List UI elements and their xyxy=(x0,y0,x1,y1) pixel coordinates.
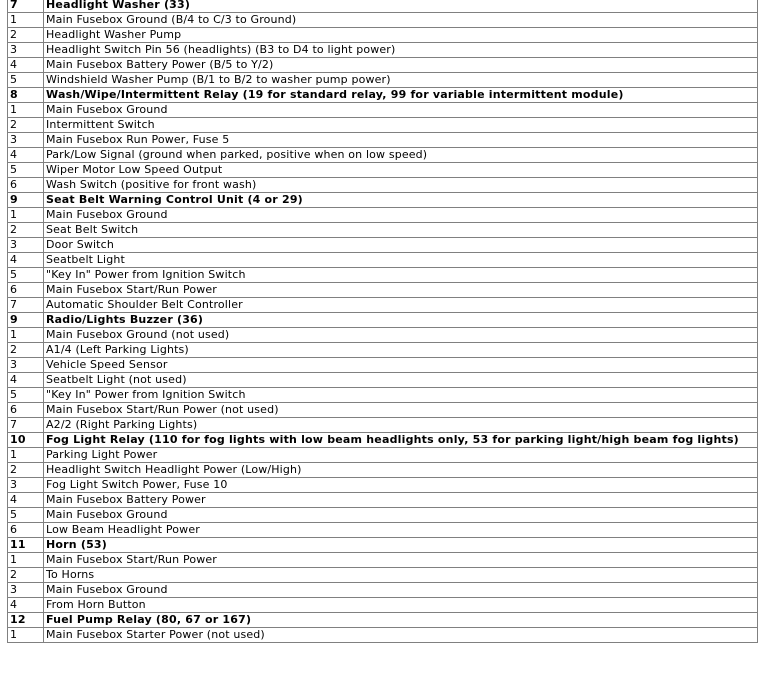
pin-description: A2/2 (Right Parking Lights) xyxy=(44,418,758,433)
pin-number: 3 xyxy=(7,43,44,58)
pin-description: Vehicle Speed Sensor xyxy=(44,358,758,373)
pin-row xyxy=(7,163,758,178)
pin-number: 3 xyxy=(7,478,44,493)
pin-row xyxy=(7,148,758,163)
pin-row xyxy=(7,553,758,568)
pin-row xyxy=(7,298,758,313)
section-header-row xyxy=(7,313,758,328)
pin-number: 1 xyxy=(7,103,44,118)
pin-number: 5 xyxy=(7,388,44,403)
relay-pinout-body xyxy=(7,0,758,643)
pin-number: 1 xyxy=(7,13,44,28)
pin-number: 4 xyxy=(7,493,44,508)
pin-row xyxy=(7,418,758,433)
pin-description: Main Fusebox Start/Run Power xyxy=(44,283,758,298)
section-number: 9 xyxy=(7,193,44,208)
pin-row xyxy=(7,373,758,388)
pin-number: 1 xyxy=(7,628,44,643)
pin-description: Wash Switch (positive for front wash) xyxy=(44,178,758,193)
pin-description: Main Fusebox Ground xyxy=(44,508,758,523)
pin-number: 6 xyxy=(7,403,44,418)
pin-row xyxy=(7,523,758,538)
section-title: Wash/Wipe/Intermittent Relay (19 for standard relay, 99 for variable intermittent module) xyxy=(44,88,758,103)
pin-description: Headlight Washer Pump xyxy=(44,28,758,43)
section-header-row xyxy=(7,613,758,628)
section-title: Horn (53) xyxy=(44,538,758,553)
pin-row xyxy=(7,448,758,463)
pin-number: 1 xyxy=(7,553,44,568)
pin-number: 2 xyxy=(7,343,44,358)
pin-row xyxy=(7,583,758,598)
pin-description: Seat Belt Switch xyxy=(44,223,758,238)
pin-number: 4 xyxy=(7,253,44,268)
pin-description: Main Fusebox Ground (B/4 to C/3 to Ground) xyxy=(44,13,758,28)
pin-row xyxy=(7,388,758,403)
pin-row xyxy=(7,358,758,373)
pin-description: Main Fusebox Ground (not used) xyxy=(44,328,758,343)
pin-description: Main Fusebox Run Power, Fuse 5 xyxy=(44,133,758,148)
pin-row xyxy=(7,328,758,343)
pin-number: 1 xyxy=(7,328,44,343)
pin-number: 2 xyxy=(7,223,44,238)
section-title: Seat Belt Warning Control Unit (4 or 29) xyxy=(44,193,758,208)
pin-description: Main Fusebox Ground xyxy=(44,103,758,118)
pin-row xyxy=(7,493,758,508)
relay-pinout-table xyxy=(7,0,758,643)
pin-number: 3 xyxy=(7,583,44,598)
section-header-row xyxy=(7,193,758,208)
pin-number: 2 xyxy=(7,463,44,478)
pin-row xyxy=(7,628,758,643)
pin-row xyxy=(7,268,758,283)
pin-description: Low Beam Headlight Power xyxy=(44,523,758,538)
pin-description: Main Fusebox Start/Run Power (not used) xyxy=(44,403,758,418)
pin-row xyxy=(7,178,758,193)
pin-description: To Horns xyxy=(44,568,758,583)
pin-number: 5 xyxy=(7,268,44,283)
pin-description: Main Fusebox Ground xyxy=(44,208,758,223)
section-number: 11 xyxy=(7,538,44,553)
pin-description: Seatbelt Light xyxy=(44,253,758,268)
pin-description: "Key In" Power from Ignition Switch xyxy=(44,388,758,403)
pin-row xyxy=(7,58,758,73)
pin-description: "Key In" Power from Ignition Switch xyxy=(44,268,758,283)
section-number: 12 xyxy=(7,613,44,628)
section-header-row xyxy=(7,538,758,553)
section-title: Headlight Washer (33) xyxy=(44,0,758,13)
pin-number: 3 xyxy=(7,358,44,373)
pin-description: Intermittent Switch xyxy=(44,118,758,133)
pin-row xyxy=(7,463,758,478)
pin-row xyxy=(7,478,758,493)
pin-number: 4 xyxy=(7,148,44,163)
section-title: Fog Light Relay (110 for fog lights with low beam headlights only, 53 for parking light/high beam fog lights) xyxy=(44,433,758,448)
section-header-row xyxy=(7,433,758,448)
pin-row xyxy=(7,43,758,58)
pin-number: 3 xyxy=(7,238,44,253)
pin-description: Main Fusebox Starter Power (not used) xyxy=(44,628,758,643)
section-header-row xyxy=(7,88,758,103)
section-number: 10 xyxy=(7,433,44,448)
pin-description: Main Fusebox Ground xyxy=(44,583,758,598)
pin-number: 3 xyxy=(7,133,44,148)
pin-number: 2 xyxy=(7,118,44,133)
pin-row xyxy=(7,403,758,418)
pin-number: 2 xyxy=(7,568,44,583)
pin-number: 4 xyxy=(7,58,44,73)
pin-description: Main Fusebox Battery Power (B/5 to Y/2) xyxy=(44,58,758,73)
pin-number: 7 xyxy=(7,418,44,433)
pin-row xyxy=(7,118,758,133)
section-number: 8 xyxy=(7,88,44,103)
pin-description: A1/4 (Left Parking Lights) xyxy=(44,343,758,358)
pin-number: 6 xyxy=(7,523,44,538)
section-title: Fuel Pump Relay (80, 67 or 167) xyxy=(44,613,758,628)
pin-number: 6 xyxy=(7,178,44,193)
pin-row xyxy=(7,238,758,253)
pin-row xyxy=(7,343,758,358)
pin-number: 1 xyxy=(7,448,44,463)
pin-number: 5 xyxy=(7,163,44,178)
pin-row xyxy=(7,133,758,148)
pin-description: Windshield Washer Pump (B/1 to B/2 to washer pump power) xyxy=(44,73,758,88)
section-number: 7 xyxy=(7,0,44,13)
pin-number: 4 xyxy=(7,373,44,388)
pin-description: Headlight Switch Headlight Power (Low/High) xyxy=(44,463,758,478)
pin-description: Fog Light Switch Power, Fuse 10 xyxy=(44,478,758,493)
pin-description: Door Switch xyxy=(44,238,758,253)
section-header-row xyxy=(7,0,758,13)
pin-row xyxy=(7,223,758,238)
pin-row xyxy=(7,208,758,223)
pin-number: 5 xyxy=(7,73,44,88)
pin-description: Main Fusebox Battery Power xyxy=(44,493,758,508)
section-number: 9 xyxy=(7,313,44,328)
pin-description: Automatic Shoulder Belt Controller xyxy=(44,298,758,313)
section-title: Radio/Lights Buzzer (36) xyxy=(44,313,758,328)
pin-description: Wiper Motor Low Speed Output xyxy=(44,163,758,178)
pin-row xyxy=(7,568,758,583)
pin-number: 4 xyxy=(7,598,44,613)
pin-number: 5 xyxy=(7,508,44,523)
pin-description: Headlight Switch Pin 56 (headlights) (B3 to D4 to light power) xyxy=(44,43,758,58)
pin-row xyxy=(7,28,758,43)
pin-description: Park/Low Signal (ground when parked, positive when on low speed) xyxy=(44,148,758,163)
pin-number: 2 xyxy=(7,28,44,43)
pin-row xyxy=(7,13,758,28)
pin-row xyxy=(7,73,758,88)
pin-description: Main Fusebox Start/Run Power xyxy=(44,553,758,568)
pin-description: Parking Light Power xyxy=(44,448,758,463)
pin-description: Seatbelt Light (not used) xyxy=(44,373,758,388)
pin-number: 1 xyxy=(7,208,44,223)
pin-row xyxy=(7,253,758,268)
pin-number: 7 xyxy=(7,298,44,313)
pin-row xyxy=(7,598,758,613)
pin-row xyxy=(7,103,758,118)
pin-row xyxy=(7,508,758,523)
pin-description: From Horn Button xyxy=(44,598,758,613)
pin-number: 6 xyxy=(7,283,44,298)
pin-row xyxy=(7,283,758,298)
